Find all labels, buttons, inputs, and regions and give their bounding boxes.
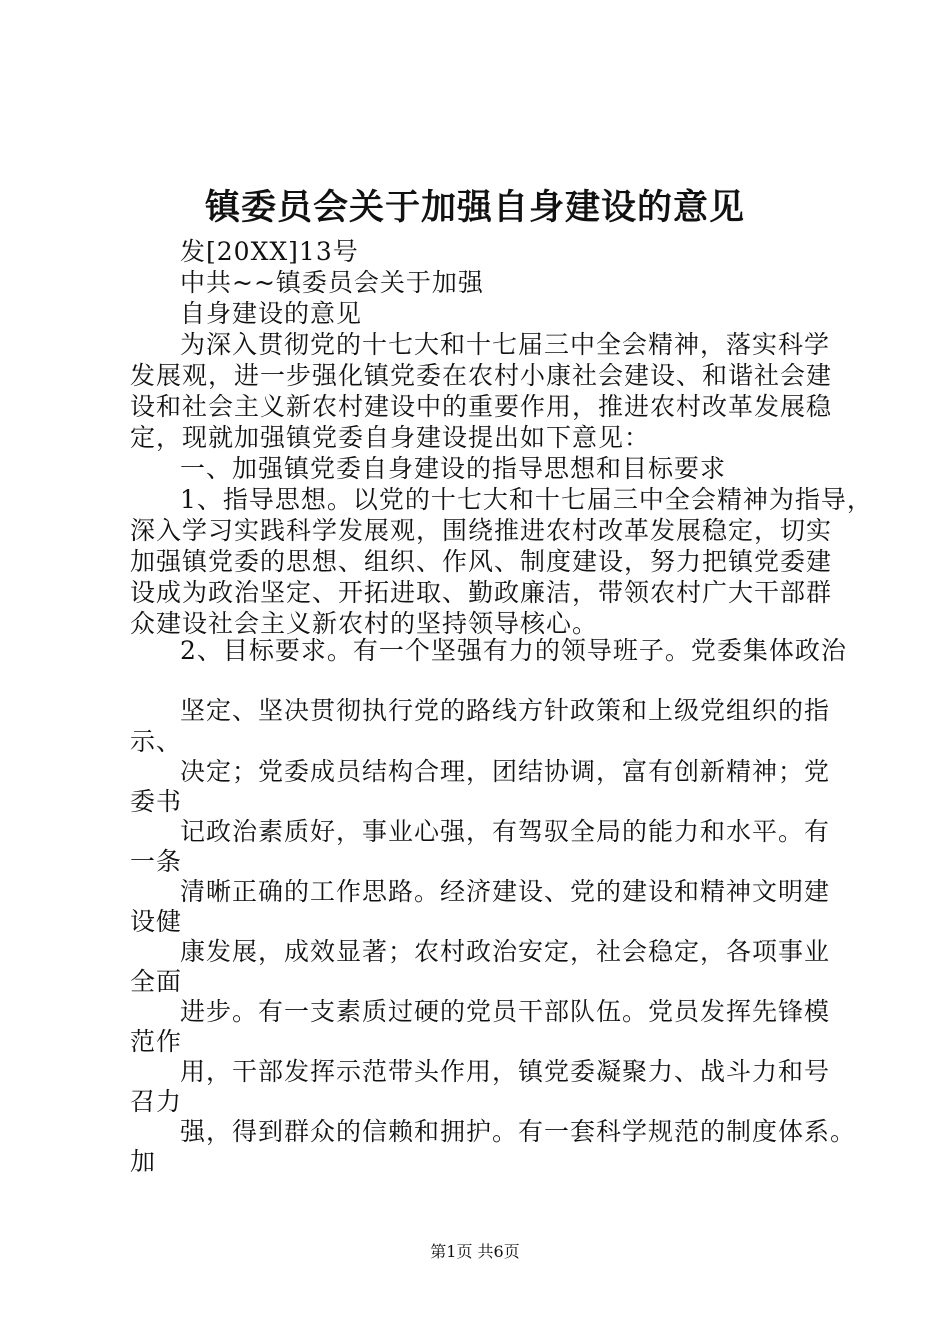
paragraph-line: 一条 — [130, 847, 183, 876]
paragraph-line: 清晰正确的工作思路。经济建设、党的建设和精神文明建 — [180, 877, 831, 906]
paragraph-line: 1、指导思想。以党的十七大和十七届三中全会精神为指导， — [180, 485, 873, 514]
paragraph-line: 全面 — [130, 967, 183, 996]
paragraph-line: 加强镇党委的思想、组织、作风、制度建设，努力把镇党委建 — [130, 547, 833, 576]
paragraph-line: 委书 — [130, 787, 183, 816]
paragraph-line: 进步。有一支素质过硬的党员干部队伍。党员发挥先锋模 — [180, 997, 831, 1026]
paragraph-line: 加 — [130, 1147, 157, 1176]
paragraph-line: 康发展，成效显著；农村政治安定，社会稳定，各项事业 — [180, 937, 831, 966]
paragraph-line: 用，干部发挥示范带头作用，镇党委凝聚力、战斗力和号 — [180, 1057, 831, 1086]
paragraph-line: 记政治素质好，事业心强，有驾驭全局的能力和水平。有 — [180, 817, 831, 846]
paragraph-line: 决定；党委成员结构合理，团结协调，富有创新精神；党 — [180, 757, 831, 786]
paragraph-line: 召力 — [130, 1087, 183, 1116]
paragraph-line: 强，得到群众的信赖和拥护。有一套科学规范的制度体系。 — [180, 1117, 857, 1146]
paragraph-line: 坚定、坚决贯彻执行党的路线方针政策和上级党组织的指 — [180, 696, 831, 725]
paragraph-line: 设健 — [130, 907, 183, 936]
paragraph-line: 深入学习实践科学发展观，围绕推进农村改革发展稳定，切实 — [130, 516, 833, 545]
paragraph-line: 2、目标要求。有一个坚强有力的领导班子。党委集体政治 — [180, 636, 847, 665]
document-title: 镇委员会关于加强自身建设的意见 — [204, 187, 745, 228]
paragraph-line: 设和社会主义新农村建设中的重要作用，推进农村改革发展稳 — [130, 392, 833, 421]
paragraph-line: 发展观，进一步强化镇党委在农村小康社会建设、和谐社会建 — [130, 361, 833, 390]
paragraph-line: 为深入贯彻党的十七大和十七届三中全会精神，落实科学 — [180, 330, 831, 359]
heading-line-1: 中共~~镇委员会关于加强 — [180, 268, 484, 297]
heading-line-2: 自身建设的意见 — [180, 299, 363, 328]
page-footer: 第1页 共6页 — [430, 1242, 520, 1261]
paragraph-line: 设成为政治坚定、开拓进取、勤政廉洁，带领农村广大干部群 — [130, 578, 833, 607]
paragraph-line: 示、 — [130, 727, 183, 756]
paragraph-line: 众建设社会主义新农村的坚持领导核心。 — [130, 609, 599, 638]
paragraph-line: 定，现就加强镇党委自身建设提出如下意见： — [130, 423, 651, 452]
doc-number: 发[20XX]13号 — [180, 237, 359, 266]
paragraph-line: 范作 — [130, 1027, 183, 1056]
section-heading: 一、加强镇党委自身建设的指导思想和目标要求 — [180, 454, 727, 483]
